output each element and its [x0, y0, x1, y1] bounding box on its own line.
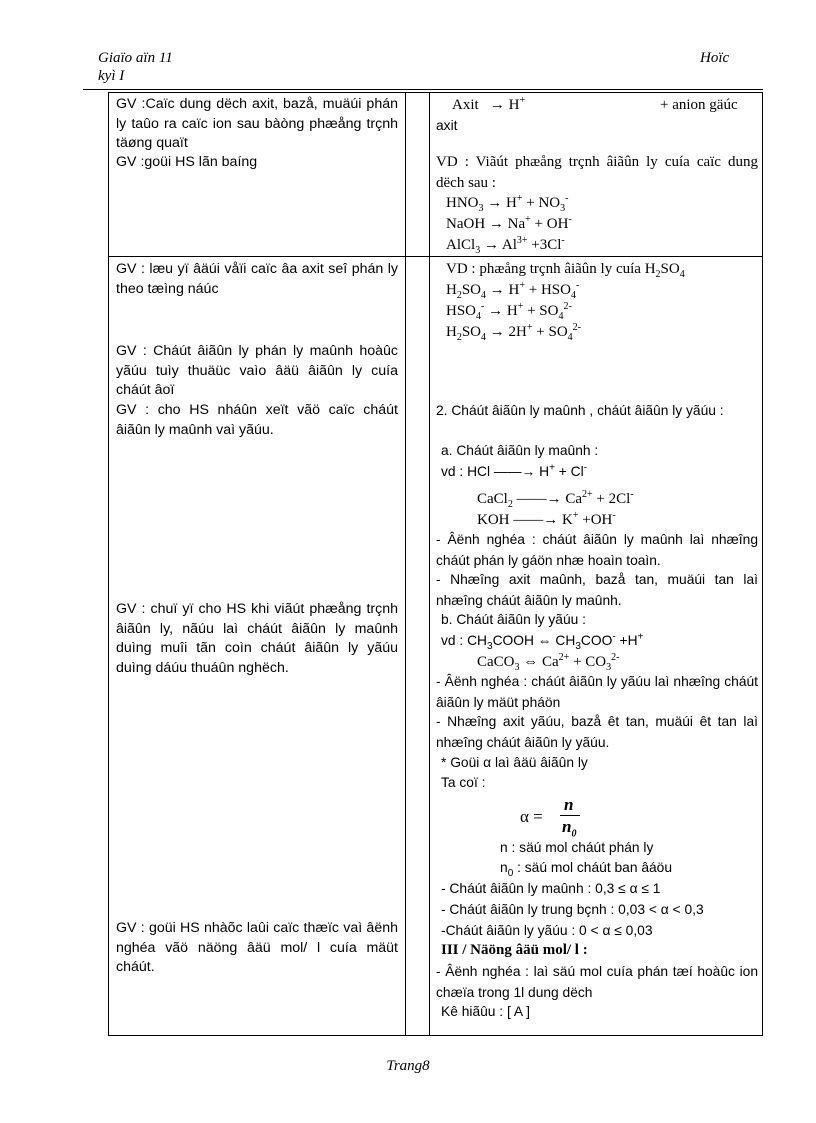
right-example-1: - Nhæîng axit maûnh, bazå tan, muäúi tan laì nhæîng cháút âiãûn ly maûnh.: [436, 572, 758, 608]
header-left-line2: kyì I: [98, 68, 125, 84]
left-para-6: GV : chuï yï cho HS khi viãút phæång trçnh âiãûn ly, nãúu laì cháút âiãûn ly maûnh duìng muîi tãn coìn cháút âiãûn ly yãúu duìng dáúu thuáûn nghëch.: [116, 601, 398, 676]
right-vd1: VD : Viãút phæång trçnh âiãûn ly cuía caïc dung dëch sau :: [436, 154, 758, 191]
right-range-2: - Cháút âiãûn ly trung bçnh : 0,03 < α < 0,3: [441, 902, 704, 917]
right-section-2: 2. Cháút âiãûn ly maûnh , cháút âiãûn ly yãúu :: [436, 403, 724, 418]
right-def-2: - Âënh nghéa : cháút âiãûn ly yãúu laì nhæîng cháút âiãûn ly mäüt pháön: [436, 674, 758, 710]
eq-hno3: $HNO_3 \to H^+ + NO_3^-$: [446, 193, 569, 214]
right-example-2: - Nhæîng axit yãúu, bazå êt tan, muäúi êt tan laì nhæîng cháút âiãûn ly yãúu.: [436, 714, 758, 750]
eq-koh: KOH ——→ K+ +OH-: [477, 510, 616, 528]
eq-alcl3: AlCl$_3$ → $Al^{3+} +3Cl^-$: [446, 235, 565, 256]
eq-caco3: CaCO$_3$ ⇔ $Ca^{2+} + CO_3^{2-}$: [477, 652, 620, 673]
right-section-3: III / Näöng âäü mol/ l :: [441, 942, 588, 958]
right-anion: + anion gäúc: [660, 97, 738, 113]
right-alpha: * Goüi α laì âäü âiãûn ly: [441, 755, 588, 770]
row-divider: [108, 256, 763, 257]
right-axit-word: axit: [436, 118, 458, 133]
eq-cacl2: CaCl$_2$ ——→ $Ca^{2+} + 2Cl^-$: [477, 489, 634, 510]
right-section-2b: b. Cháút âiãûn ly yãúu :: [441, 612, 586, 627]
right-n0-def: $n_0$ : säú mol cháút ban âáöu: [500, 860, 673, 879]
left-para-4: GV : Cháút âiãûn ly phán ly maûnh hoàûc yãúu tuìy thuäüc vaìo âäü âiãûn ly cuía cháút âoï: [116, 343, 398, 399]
right-range-3: -Cháút âiãûn ly yãúu : 0 < α ≤ 0,03: [441, 923, 653, 938]
right-n-def: n : säú mol cháút phán ly: [500, 840, 654, 855]
right-taco: Ta coï :: [441, 775, 486, 790]
header-left-line1: Giaïo aïn 11: [98, 50, 173, 66]
right-symbol: Kê hiãûu : [ A ]: [441, 1004, 530, 1019]
left-para-2: GV :goüi HS lãn baíng: [116, 154, 258, 170]
eq-ch3cooh: vd : $CH_3COOH$ ⇔ $CH_3COO^- +H^+$: [441, 631, 644, 652]
right-def-3: - Âënh nghéa : laì säú mol cuía phán tæí hoàûc ion chæïa trong 1l dung dëch: [436, 964, 758, 1000]
eq-hso4: $HSO_4^- \to H^+ + SO_4^{2-}$: [446, 301, 572, 322]
right-def-1: - Âënh nghéa : cháút âiãûn ly maûnh laì nhæîng cháút phán ly gáön nhæ hoaìn toaìn.: [436, 532, 758, 568]
eq-naoh: NaOH → Na+ + OH-: [446, 214, 572, 232]
column-divider-2: [429, 92, 430, 1036]
left-para-7: GV : goüi HS nhàõc laûi caïc thæïc vaì âënh nghéa vãö näöng âäü mol/ l cuía mäüt cháút.: [116, 920, 398, 976]
page-footer: Trang8: [386, 1058, 430, 1074]
column-divider-1: [405, 92, 406, 1036]
right-axit-line: Axit → H+: [452, 95, 526, 113]
right-vd2: VD : phæång trçnh âiãûn ly cuía $H_2SO_4$: [446, 261, 685, 280]
header-right: Hoïc: [700, 50, 730, 66]
right-section-2a: a. Cháút âiãûn ly maûnh :: [441, 443, 599, 458]
left-para-3: GV : læu yï âäúi våïi caïc âa axit seî phán ly theo tæìng náúc: [116, 261, 398, 297]
left-para-5: GV : cho HS nháûn xeït vãö caïc cháút âiãûn ly maûnh vaì yãúu.: [116, 402, 398, 438]
right-range-1: - Cháút âiãûn ly maûnh : 0,3 ≤ α ≤ 1: [441, 881, 661, 896]
eq-h2so4-1: $H_2SO_4 \to H^+ + HSO_4^-$: [446, 280, 580, 301]
left-para-1: GV :Caïc dung dëch axit, bazå, muäúi phán ly taûo ra caïc ion sau bàòng phæång trçnh täøng quaït: [116, 96, 398, 152]
header-rule: [83, 89, 763, 90]
eq-h2so4-2: $H_2SO_4 \to 2H^+ + SO_4^{2-}$: [446, 322, 581, 343]
eq-hcl: vd : HCl ——→ H+ + Cl-: [441, 462, 588, 479]
